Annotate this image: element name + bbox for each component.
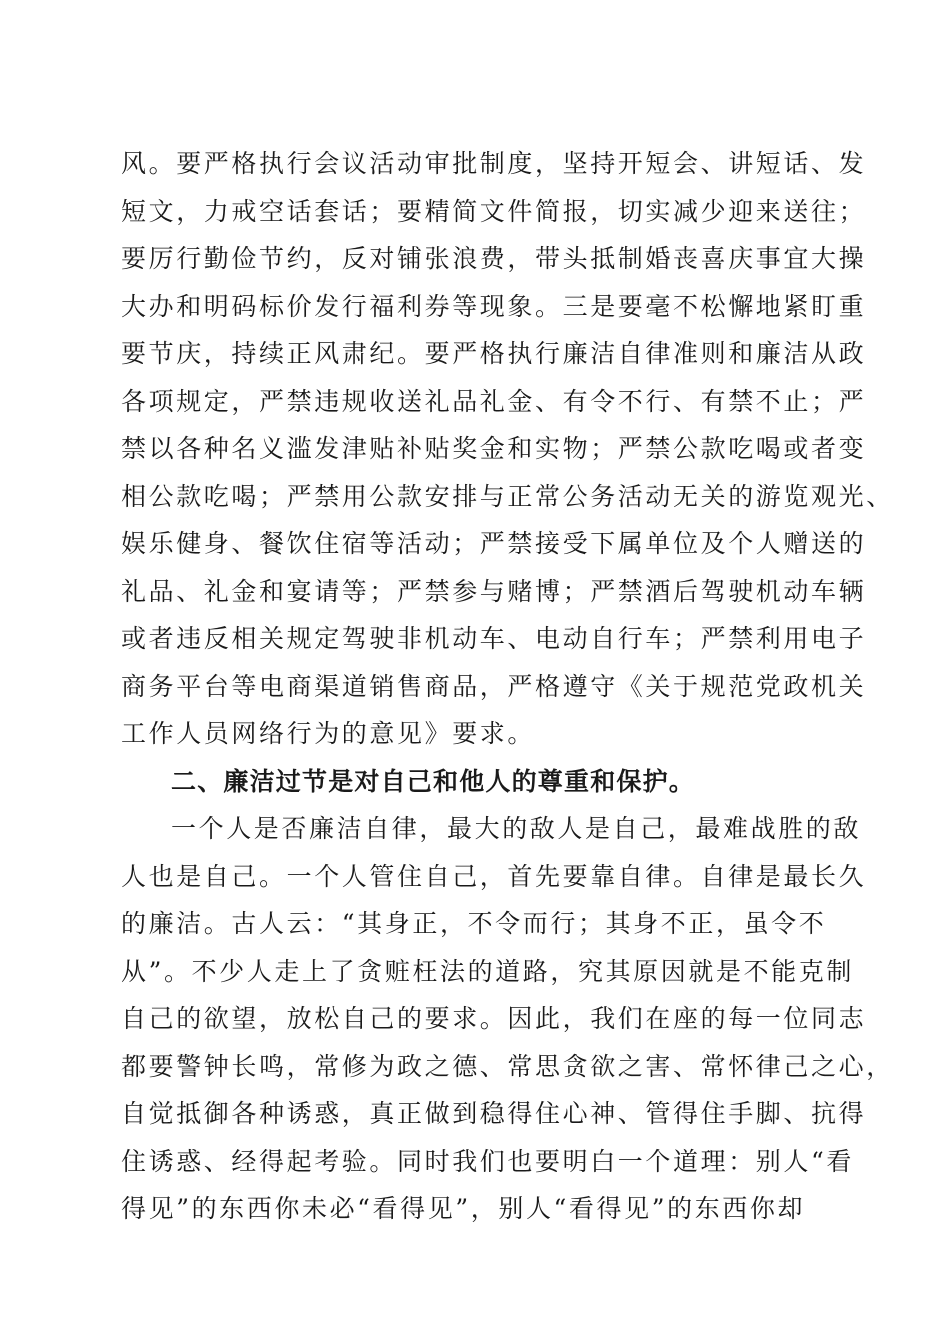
text-line: 商务平台等电商渠道销售商品，严格遵守《关于规范党政机关 <box>121 671 867 701</box>
text-line: 自觉抵御各种诱惑，真正做到稳得住心神、管得住手脚、抗得 <box>121 1099 867 1128</box>
text-line: 一个人是否廉洁自律，最大的敌人是自己，最难战胜的敌 <box>171 814 862 843</box>
document-body <box>121 140 894 1233</box>
section-heading: 二、廉洁过节是对自己和他人的尊重和保护。 <box>171 766 696 796</box>
text-line: 要节庆，持续正风肃纪。要严格执行廉洁自律准则和廉洁从政 <box>121 339 867 368</box>
text-line: 禁以各种名义滥发津贴补贴奖金和实物；严禁公款吃喝或者变 <box>121 434 867 463</box>
paragraph-1 <box>121 140 894 758</box>
text-line: 各项规定，严禁违规收送礼品礼金、有令不行、有禁不止；严 <box>121 386 867 416</box>
text-line: 工作人员网络行为的意见》要求。 <box>121 719 536 748</box>
text-line: 从”。不少人走上了贪赃枉法的道路，究其原因就是不能克制 <box>121 956 854 986</box>
text-line: 风。要严格执行会议活动审批制度，坚持开短会、讲短话、发 <box>121 149 867 178</box>
text-line: 短文，力戒空话套话；要精简文件简报，切实减少迎来送往； <box>121 196 867 226</box>
text-line: 大办和明码标价发行福利券等现象。三是要毫不松懈地紧盯重 <box>121 291 867 321</box>
paragraph-2 <box>121 805 894 1233</box>
text-line: 或者违反相关规定驾驶非机动车、电动自行车；严禁利用电子 <box>121 624 867 653</box>
text-line: 自己的欲望，放松自己的要求。因此，我们在座的每一位同志 <box>121 1004 867 1033</box>
text-line: 礼品、礼金和宴请等；严禁参与赌博；严禁酒后驾驶机动车辆 <box>121 576 867 606</box>
text-line: 相公款吃喝；严禁用公款安排与正常公务活动无关的游览观光、 <box>121 481 894 511</box>
text-line: 得见”的东西你未必“看得见”，别人“看得见”的东西你却 <box>121 1194 806 1223</box>
text-line: 人也是自己。一个人管住自己，首先要靠自律。自律是最长久 <box>121 861 867 891</box>
text-line: 的廉洁。古人云：“其身正，不令而行；其身不正，虽令不 <box>121 909 827 938</box>
text-line: 住诱惑、经得起考验。同时我们也要明白一个道理：别人“看 <box>121 1146 854 1176</box>
text-line: 都要警钟长鸣，常修为政之德、常思贪欲之害、常怀律己之心， <box>121 1051 894 1081</box>
text-line: 娱乐健身、餐饮住宿等活动；严禁接受下属单位及个人赠送的 <box>121 529 867 558</box>
text-line: 要厉行勤俭节约，反对铺张浪费，带头抵制婚丧喜庆事宜大操 <box>121 244 867 273</box>
